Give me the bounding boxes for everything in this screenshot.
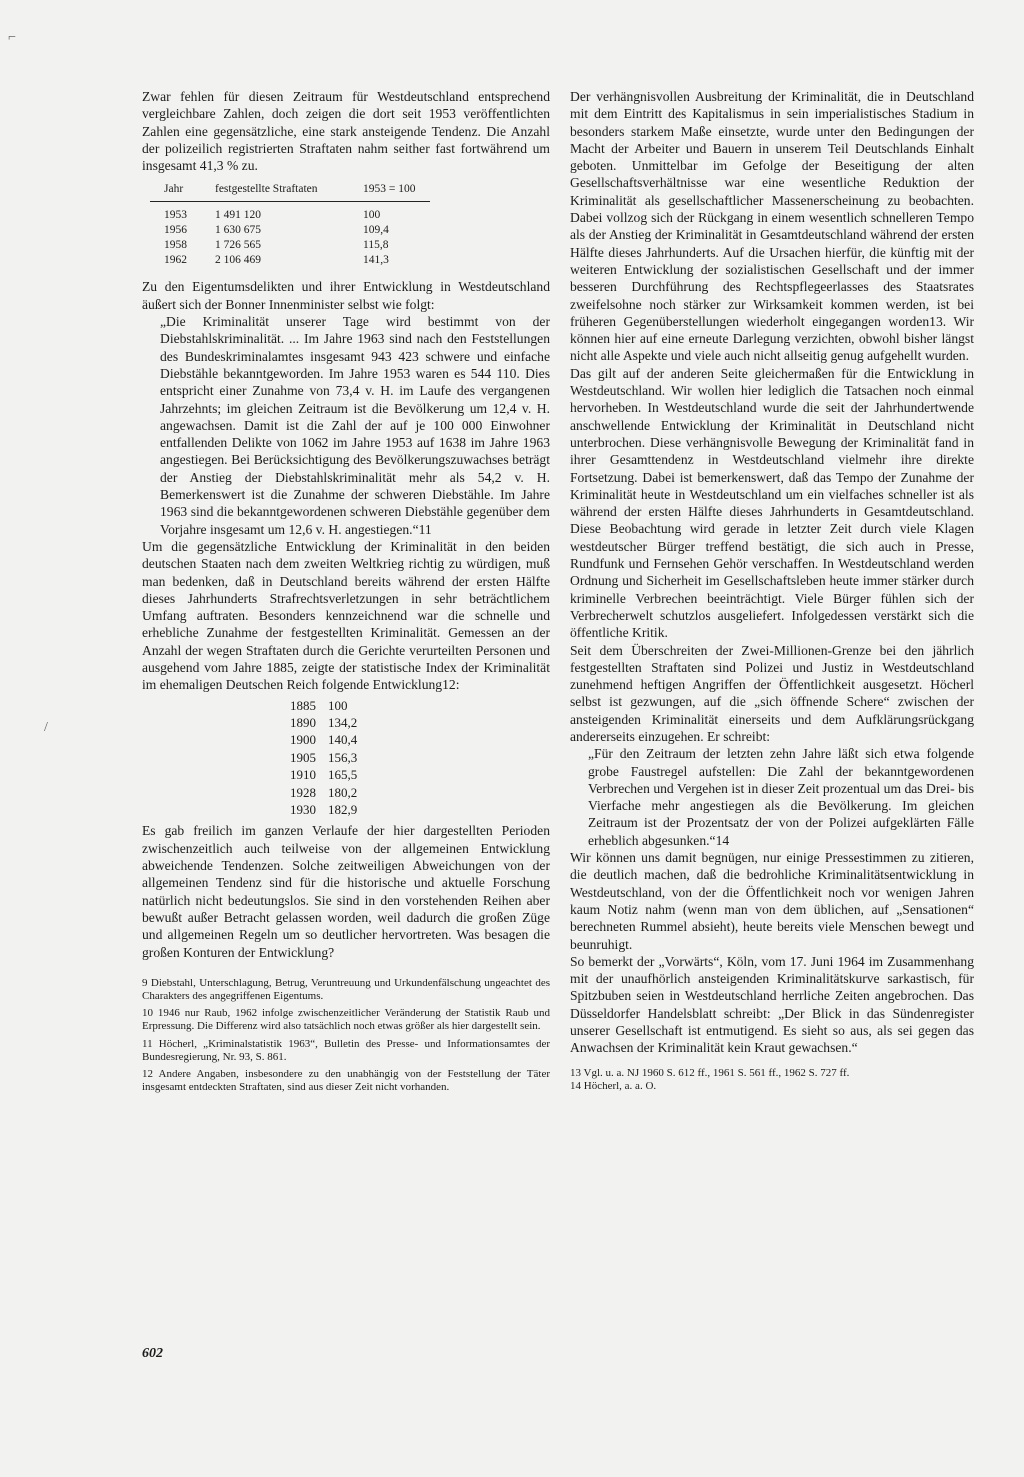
footnote-10: 10 1946 nur Raub, 1962 infolge zwischenzeitlicher Veränderung der Statistik Raub und Erpressung. Die Differenz wird also tatsächlich noch etwas größer als hier dargestellt sein.: [142, 1007, 550, 1033]
margin-mark-left: /: [44, 720, 48, 735]
right-column: [570, 88, 974, 1093]
left-paragraph-2: Zu den Eigentumsdelikten und ihrer Entwicklung in Westdeutschland äußert sich der Bonner Innenminister selbst wie folgt:: [142, 279, 550, 312]
page-number: 602: [142, 1346, 163, 1361]
table-header-offences: festgestellte Straftaten: [201, 182, 349, 202]
table-header-year: Jahr: [150, 182, 201, 202]
table-row: 1905 156,3: [290, 749, 358, 765]
right-paragraph-2: Das gilt auf der anderen Seite gleichermaßen für die Entwicklung in Westdeutschland. Wir wollen hier lediglich die Tatsachen noch einmal hervorheben. In Westdeutschland wurde die seit der Jahrhundertwende anschwellende Entwicklung der Kriminalität in Deutschland nicht unterbrochen. Diese verhängnisvolle Bewegung der Kriminalität fand in ihrer Gesamttendenz in Westdeutschland vielmehr ihre direkte Fortsetzung. Dabei ist bemerkenswert, daß das Tempo der Zunahme der Kriminalität heute in Westdeutschland um ein vielfaches schneller ist als während der ersten Hälfte dieses Jahrhunderts in Gesamtdeutschland. Diese Beobachtung wird gerade in letzter Zeit durch viele Klagen westdeutscher Bürger treffend bestätigt, die sich auch in Presse, Rundfunk und Fernsehen Gehör verschaffen. In Westdeutschland werden Ordnung und Sicherheit im Gesellschaftsleben heute immer stärker durch kriminelle Verbrechen beeinträchtigt. Viele Bürger fühlen sich der Verbrecherwelt schutzlos ausgeliefert. Infolgedessen verstärkt sich die öffentliche Kritik.: [570, 365, 974, 641]
left-paragraph-1: Zwar fehlen für diesen Zeitraum für Westdeutschland entsprechend vergleichbare Zahlen, doch zeigen die dort seit 1953 veröffentlichten Zahlen eine gegensätzliche, eine stark ansteigende Tendenz. Die Anzahl der polizeilich registrierten Straftaten nahm seither fast fortwährend um insgesamt 41,3 % zu.: [142, 89, 550, 174]
table-row: 1962 2 106 469 141,3: [164, 254, 389, 267]
footnote-11: 11 Höcherl, „Kriminalstatistik 1963“, Bulletin des Presse- und Informationsamtes der Bundesregierung, Nr. 93, S. 861.: [142, 1037, 550, 1063]
left-quote: „Die Kriminalität unserer Tage wird bestimmt von der Diebstahlskriminalität. ... Im Jahre 1963 sind nach den Feststellungen des Bundeskriminalamtes insgesamt 943 423 schwere und einfache Diebstähle bekanntgeworden. Im Jahre 1953 waren es 544 110. Dies entspricht einer Zunahme von 73,4 v. H. im Laufe des vergangenen Jahrzehnts; im gleichen Zeitraum ist die Bevölkerung um 12,4 v. H. angewachsen. Damit ist die Zahl der auf je 100 000 Einwohner entfallenden Delikte von 1062 im Jahre 1953 auf 1638 im Jahre 1963 angestiegen. Bei Berücksichtigung des Bevölkerungszuwachses beträgt der Anstieg der Diebstahlskriminalität mehr als 54,2 v. H. Bemerkenswert ist die Zunahme der schweren Diebstähle. Im Jahre 1963 sind die bekanntgewordenen schweren Diebstähle gegenüber dem Vorjahre insgesamt um 12,6 v. H. angestiegen.“11: [160, 314, 550, 537]
right-footnotes: [570, 1067, 974, 1094]
left-footnotes: [142, 977, 550, 1095]
footnote-12: 12 Andere Angaben, insbesondere zu den unabhängig von der Feststellung der Täter insgesamt entdeckten Straftaten, sind aus dieser Zeit nicht vorhanden.: [142, 1068, 550, 1094]
right-paragraph-4: Wir können uns damit begnügen, nur einige Pressestimmen zu zitieren, die deutlich machen, daß die bedrohliche Kriminalitätsentwicklung in Westdeutschland, von der die Öffentlichkeit noch vor wenigen Jahren kaum Notiz nahm (wenn man von dem üblichen, auf „Sensationen“ berechneten Rummel absieht), heute bereits viele Menschen bewegt und beunruhigt.: [570, 850, 974, 952]
right-paragraph-5: So bemerkt der „Vorwärts“, Köln, vom 17. Juni 1964 im Zusammenhang mit der unaufhörlich ansteigenden Kriminalitätskurve sarkastisch, für Spitzbuben seien in Westdeutschland herrliche Zeiten angebrochen. Das Düsseldorfer Handelsblatt schreibt: „Der Blick in das Sündenregister unserer Gesellschaft ist entmutigend. Es sieht so aus, als sei gegen das Anwachsen der Kriminalität kein Kraut gewachsen.“: [570, 953, 974, 1056]
crime-index-table: [290, 697, 369, 819]
footnote-13: 13 Vgl. u. a. NJ 1960 S. 612 ff., 1961 S. 561 ff., 1962 S. 727 ff.: [570, 1066, 850, 1079]
table-row: 1953 1 491 120 100: [164, 209, 381, 222]
table-row: 1930 182,9: [290, 802, 358, 818]
table-header-index: 1953 = 100: [349, 182, 430, 202]
crime-stats-table: [150, 182, 430, 268]
left-column: [142, 88, 550, 1098]
table-row: 1928 180,2: [290, 784, 358, 800]
footnote-9: 9 Diebstahl, Unterschlagung, Betrug, Veruntreuung und Urkundenfälschung ungeachtet des Charakters des angegriffenen Eigentums.: [142, 976, 550, 1003]
left-paragraph-3: Um die gegensätzliche Entwicklung der Kriminalität in den beiden deutschen Staaten nach dem zweiten Weltkrieg richtig zu würdigen, muß man bedenken, daß in Deutschland bereits während der ersten Hälfte dieses Jahrhunderts Strafrechtsverletzungen in sehr beträchtlichem Umfang auftraten. Besonders kennzeichnend war die schnelle und erhebliche Zunahme der festgestellten Kriminalität. Gemessen an der Anzahl der wegen Straftaten durch die Gerichte verurteilten Personen und ausgehend vom Jahre 1885, zeigte der statistische Index der Kriminalität im ehemaligen Deutschen Reich folgende Entwicklung12:: [142, 538, 550, 693]
right-paragraph-1: Der verhängnisvollen Ausbreitung der Kriminalität, die in Deutschland mit dem Eintritt des Kapitalismus in sein imperialistisches Stadium in besonders starkem Maße einsetzte, wurde unter den Bedingungen der Macht der Arbeiter und Bauern in unserem Teil Deutschlands Einhalt geboten. Unmittelbar im Gefolge der Beseitigung der alten Gesellschaftsverhältnisse war eine wesentliche Reduktion der Kriminalität als gesellschaftlicher Massenerscheinung zu beobachten. Dabei vollzog sich der Rückgang in einem wesentlich schnelleren Tempo als der Anstieg der Kriminalität in Gesamtdeutschland während der ersten Hälfte dieses Jahrhunderts. Auf die Ursachen hierfür, die künftig mit der weiteren Entwicklung der sozialistischen Gesellschaft und der immer besseren Durchführung des Rechtspflegeerlasses des Staatsrates zweifelsohne noch stärker zur Wirksamkeit kommen werden, ist bei früheren Gegenüberstellungen wiederholt eingegangen worden13. Wir können hier auf eine erneute Darlegung verzichten, obwohl bisher längst nicht alle Aspekte und viele auch nicht allseitig genug aufgehellt wurden.: [570, 89, 974, 364]
margin-mark-top: ⌐: [8, 30, 16, 45]
right-quote: „Für den Zeitraum der letzten zehn Jahre läßt sich etwa folgende grobe Faustregel aufstellen: Die Zahl der bekanntgewordenen Verbrechen und Vergehen ist in dieser Zeit prozentual um das Drei- bis Vierfache mehr angestiegen als die Bevölkerung. Im gleichen Zeitraum ist der Prozentsatz der von der Polizei aufgeklärten Fälle erheblich abgesunken.“14: [588, 746, 974, 848]
table-row: 1890 134,2: [290, 715, 358, 731]
left-paragraph-4: Es gab freilich im ganzen Verlaufe der hier dargestellten Perioden zwischenzeitlich auch teilweise von der allgemeinen Entwicklung abweichende Tendenzen. Solche zeitweiligen Abweichungen von der allgemeinen Tendenz sind für die historische und aktuelle Forschung natürlich nicht bedeutungslos. Sie sind in den vorstehenden Reihen aber bewußt außer Betracht gelassen worden, weil dadurch die großen Züge und allgemeinen Regeln um so deutlicher hervortreten. Was besagen die großen Konturen der Entwicklung?: [142, 823, 550, 960]
table-row: 1885 100: [290, 697, 348, 713]
table-row: 1958 1 726 565 115,8: [164, 239, 389, 252]
table-row: 1956 1 630 675 109,4: [164, 224, 389, 237]
footnote-14: 14 Höcherl, a. a. O.: [570, 1080, 657, 1093]
table-row: 1910 165,5: [290, 767, 358, 783]
right-paragraph-3: Seit dem Überschreiten der Zwei-Millionen-Grenze bei den jährlich festgestellten Straftaten sind Polizei und Justiz in Westdeutschland zunehmend heftigen Angriffen der Öffentlichkeit ausgesetzt. Höcherl selbst ist gezwungen, auf die „sich öffnende Schere“ zwischen der ansteigenden Kriminalität einerseits und dem Aufklärungsrückgang andererseits einzugehen. Er schreibt:: [570, 642, 974, 744]
table-row: 1900 140,4: [290, 732, 358, 748]
